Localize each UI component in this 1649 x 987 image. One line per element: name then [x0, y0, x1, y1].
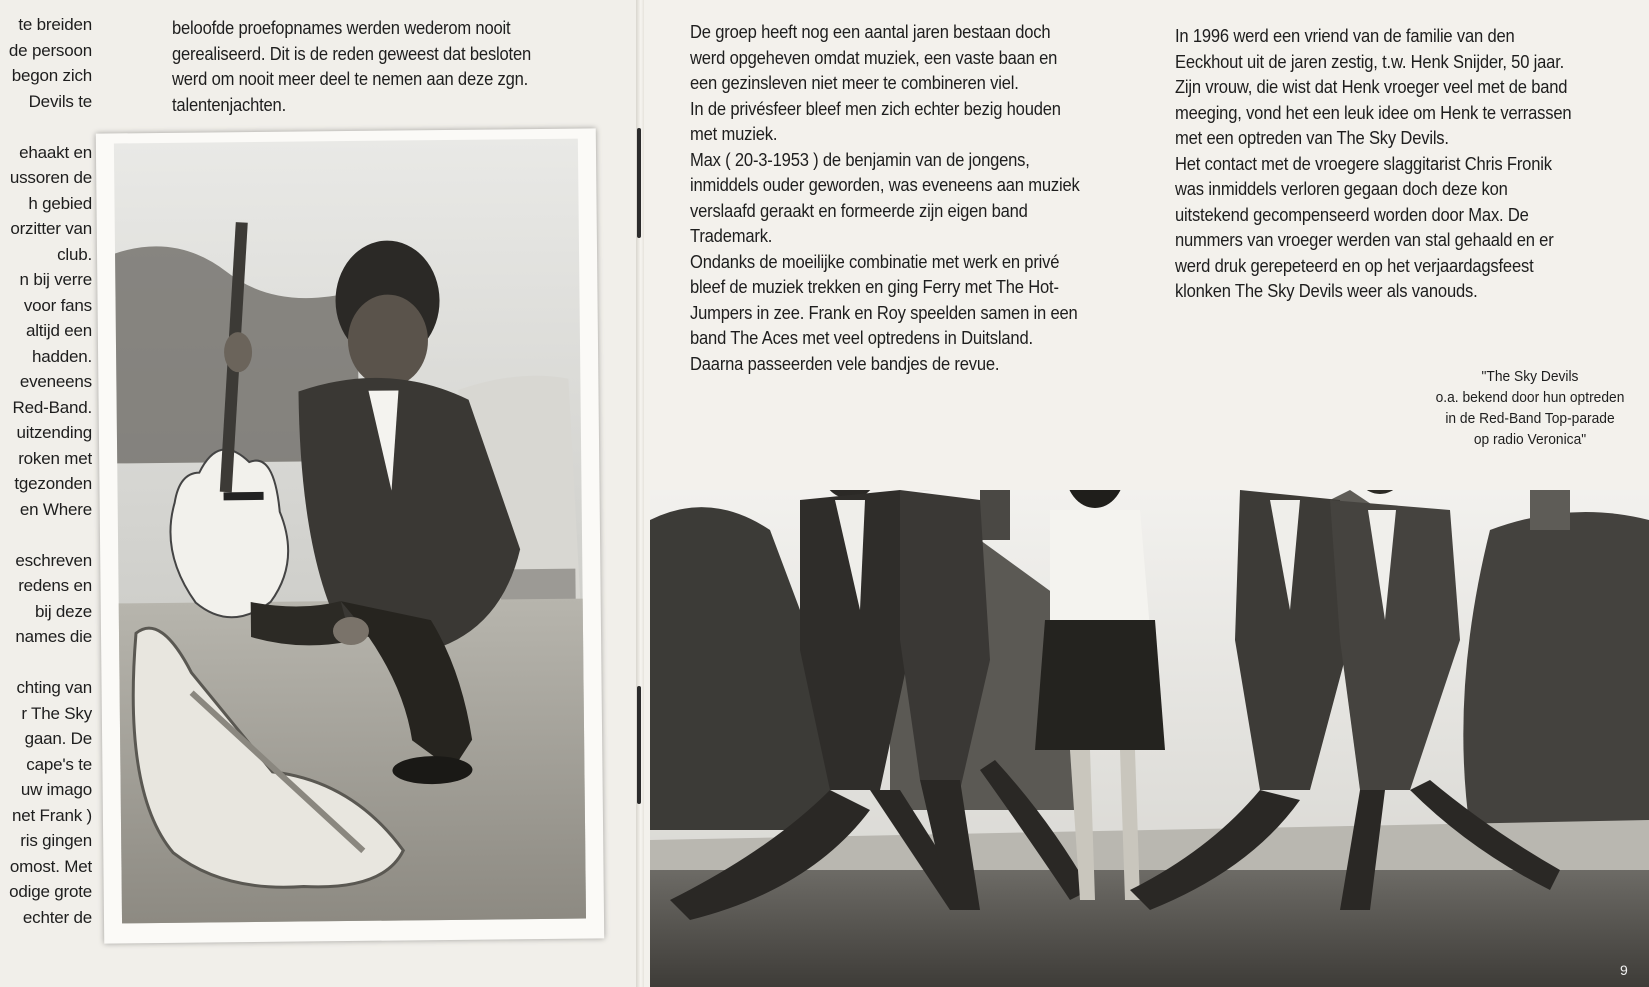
text-line: chting van [16, 678, 92, 697]
text-line [0, 650, 92, 676]
text-line: n bij verre [19, 270, 92, 289]
staple-bottom [637, 686, 641, 804]
text-line: met een optreden van The Sky Devils. [1175, 128, 1449, 148]
text-line: voor fans [23, 295, 92, 315]
text-line: inmiddels ouder geworden, was eveneens aan muziek [690, 175, 1080, 195]
text-line: eschreven [15, 550, 92, 570]
left-fragment-column [0, 12, 92, 930]
text-line: cape's te [26, 754, 92, 774]
text-line: hadden. [31, 346, 92, 366]
caption-line: o.a. bekend door hun optreden [1435, 389, 1625, 406]
text-line: ehaakt en [19, 142, 92, 162]
text-line: De groep heeft nog een aantal jaren bestaan doch [690, 22, 1051, 42]
text-line: Daarna passeerden vele bandjes de revue. [690, 353, 1000, 374]
text-line: In 1996 werd een vriend van de familie van den [1175, 26, 1515, 46]
band-group-photo [650, 490, 1649, 987]
text-line: klonken The Sky Devils weer als vanouds. [1175, 281, 1478, 301]
text-line: te breiden [18, 15, 92, 34]
text-line: echter de [22, 907, 92, 927]
text-line: werd om nooit meer deel te nemen aan deze zgn. [172, 69, 529, 89]
text-line: ris gingen [20, 831, 92, 850]
text-line: Max ( 20-3-1953 ) de benjamin van de jongens, [690, 149, 1030, 170]
text-line: een gezinsleven niet meer te combineren viel. [690, 73, 1019, 93]
text-line: uw imago [20, 780, 92, 799]
text-line: en Where [19, 499, 92, 519]
caption-line: op radio Veronica" [1473, 431, 1587, 448]
text-line: nummers van vroeger werden van stal gehaald en er [1175, 230, 1554, 250]
text-line: odige grote [9, 882, 92, 901]
photo-caption [1420, 366, 1641, 450]
text-line: Eeckhout uit de jaren zestig, t.w. Henk Snijder, 50 jaar. [1175, 51, 1565, 72]
text-line: r The Sky [21, 703, 92, 723]
text-line: met muziek. [690, 124, 778, 144]
text-line: orzitter van [10, 219, 92, 238]
text-line: redens en [18, 576, 92, 595]
text-line: eveneens [19, 372, 92, 391]
text-line: omost. Met [9, 856, 92, 876]
text-line: begon zich [11, 66, 92, 85]
caption-line: in de Red-Band Top-parade [1445, 410, 1615, 427]
text-line: de persoon [8, 40, 92, 60]
text-line: Red-Band. [12, 397, 92, 417]
text-line: band The Aces met veel optredens in Duitsland. [690, 328, 1033, 348]
text-line: bij deze [35, 601, 92, 621]
text-line: uitzending [16, 423, 92, 442]
guitarist-photo-image [96, 128, 604, 943]
text-line: net Frank ) [12, 805, 92, 825]
text-line: altijd een [25, 321, 92, 340]
text-line: was inmiddels verloren gegaan doch deze kon [1175, 179, 1508, 199]
text-line: gaan. De [24, 729, 92, 748]
text-line: beloofde proefopnames werden wederom nooit [172, 18, 511, 38]
caption-line: "The Sky Devils [1481, 368, 1579, 385]
text-line: verslaafd geraakt en formeerde zijn eigen band [690, 200, 1028, 221]
staple-top [637, 128, 641, 238]
left-main-paragraph [172, 16, 586, 118]
text-line [0, 522, 92, 548]
text-line: Ondanks de moeilijke combinatie met werk en privé [690, 251, 1060, 272]
right-column-1 [690, 20, 1122, 377]
text-line: talentenjachten. [172, 94, 286, 115]
right-column-2 [1175, 24, 1603, 305]
text-line: tgezonden [14, 474, 92, 493]
text-line: ussoren de [9, 168, 92, 187]
text-line: meeging, vond het een leuk idee om Henk te verrassen [1175, 102, 1572, 123]
guitarist-photo [96, 128, 604, 943]
text-line: bleef de muziek trekken en ging Ferry met The Hot- [690, 277, 1059, 297]
text-line: h gebied [28, 193, 92, 213]
text-line: roken met [18, 448, 92, 468]
text-line: gerealiseerd. Dit is de reden geweest dat besloten [172, 43, 532, 64]
text-line: Het contact met de vroegere slaggitarist Chris Fronik [1175, 153, 1552, 174]
text-line: uitstekend gecompenseerd worden door Max. De [1175, 204, 1529, 225]
text-line: In de privésfeer bleef men zich echter bezig houden [690, 98, 1061, 119]
text-line: Zijn vrouw, die wist dat Henk vroeger veel met de band [1175, 77, 1568, 97]
text-line: club. [57, 244, 92, 264]
text-line: Trademark. [690, 226, 773, 246]
text-line: Devils te [28, 91, 92, 111]
text-line: werd druk gerepeteerd en op het verjaardagsfeest [1175, 255, 1534, 276]
page-number: 9 [1620, 962, 1628, 978]
text-line [0, 114, 92, 140]
text-line: names die [15, 627, 92, 646]
text-line: werd opgeheven omdat muziek, een vaste baan en [690, 47, 1058, 68]
band-group-photo-image [650, 490, 1649, 987]
text-line: Jumpers in zee. Frank en Roy speelden samen in een [690, 302, 1078, 323]
